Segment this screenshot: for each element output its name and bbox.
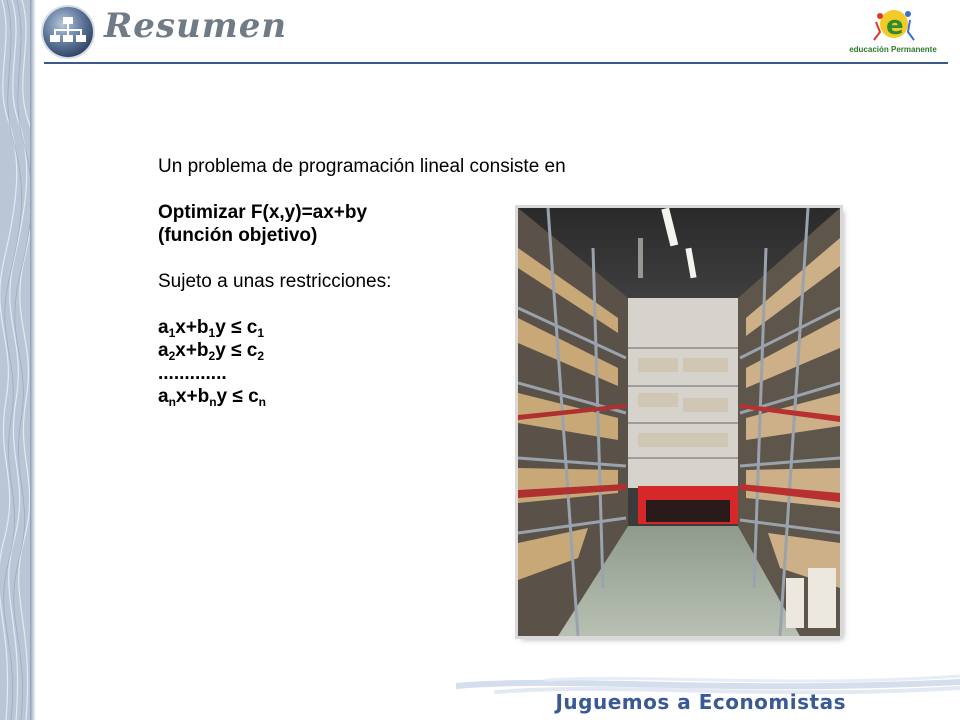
- left-band-edge: [30, 0, 36, 720]
- objective-line: Optimizar F(x,y)=ax+by: [158, 202, 368, 223]
- constraint-2: $a_2x+b_2y \le c_2$: [158, 340, 265, 363]
- constraint-ellipsis: .............: [158, 363, 227, 384]
- header-divider: [44, 62, 948, 64]
- constraint-1: $a_1x+b_1y \le c_1$: [158, 317, 265, 340]
- objective-caption: (función objetivo): [158, 225, 318, 246]
- constraint-n: $a_nx+b_ny \le c_n$: [158, 386, 267, 409]
- warehouse-aisle-photo: [518, 208, 840, 636]
- org-chart-icon: [40, 4, 96, 60]
- page-title: Resumen: [104, 6, 288, 46]
- svg-text:e: e: [886, 11, 904, 41]
- brand-logo-text: educación Permanente: [849, 45, 937, 54]
- footer-title: Juguemos a Economistas: [555, 690, 846, 714]
- intro-text: Un problema de programación lineal consiste en: [158, 156, 566, 177]
- constraints-intro: Sujeto a unas restricciones:: [158, 271, 392, 292]
